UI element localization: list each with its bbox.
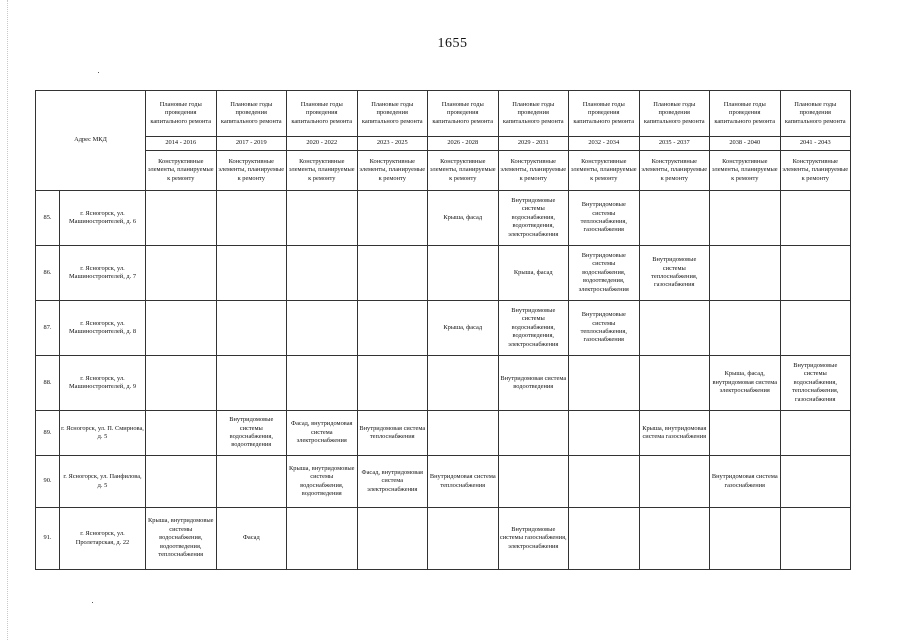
- repair-cell: [357, 246, 428, 301]
- repair-cell: [357, 508, 428, 570]
- repair-cell: [357, 301, 428, 356]
- repair-cell: Внутридомовые системы водоснабжения, водоотведения: [216, 411, 287, 456]
- period-elements-header: Конструктивные элементы, планируемые к ремонту: [146, 151, 217, 191]
- row-number: 91.: [36, 508, 60, 570]
- repair-cell: [780, 508, 851, 570]
- repair-cell: [428, 246, 499, 301]
- period-plan-header: Плановые годы проведения капитального ремонта: [216, 91, 287, 137]
- repair-cell: Фасад: [216, 508, 287, 570]
- row-number: 90.: [36, 456, 60, 508]
- period-elements-header: Конструктивные элементы, планируемые к ремонту: [216, 151, 287, 191]
- period-elements-header: Конструктивные элементы, планируемые к ремонту: [780, 151, 851, 191]
- table-row: [36, 246, 851, 301]
- period-plan-header: Плановые годы проведения капитального ремонта: [569, 91, 640, 137]
- table-row: [36, 301, 851, 356]
- period-plan-header: Плановые годы проведения капитального ремонта: [639, 91, 710, 137]
- repair-cell: [216, 456, 287, 508]
- repair-cell: Внутридомовые системы теплоснабжения, газоснабжения: [639, 246, 710, 301]
- repair-cell: Внутридомовая система теплоснабжения: [357, 411, 428, 456]
- repair-cell: [287, 508, 358, 570]
- repair-cell: Фасад, внутридомовая система электроснабжения: [287, 411, 358, 456]
- repair-cell: [287, 356, 358, 411]
- repair-cell: [780, 456, 851, 508]
- repair-cell: [569, 356, 640, 411]
- repair-cell: Фасад, внутридомовая система электроснабжения: [357, 456, 428, 508]
- repair-cell: Крыша, фасад: [498, 246, 569, 301]
- row-number: 86.: [36, 246, 60, 301]
- table-row: [36, 508, 851, 570]
- period-plan-header: Плановые годы проведения капитального ремонта: [357, 91, 428, 137]
- repair-cell: [216, 356, 287, 411]
- repair-cell: [146, 356, 217, 411]
- repair-cell: [216, 301, 287, 356]
- repair-cell: [710, 191, 781, 246]
- period-elements-header: Конструктивные элементы, планируемые к ремонту: [287, 151, 358, 191]
- period-elements-header: Конструктивные элементы, планируемые к ремонту: [498, 151, 569, 191]
- table-row: [36, 191, 851, 246]
- repair-cell: Внутридомовая система теплоснабжения: [428, 456, 499, 508]
- repair-cell: [287, 246, 358, 301]
- row-number: 89.: [36, 411, 60, 456]
- period-plan-header: Плановые годы проведения капитального ремонта: [287, 91, 358, 137]
- table-row: [36, 456, 851, 508]
- repair-cell: [357, 191, 428, 246]
- period-years: 2035 - 2037: [639, 137, 710, 151]
- repair-cell: [639, 356, 710, 411]
- repair-cell: [780, 411, 851, 456]
- row-address: г. Ясногорск, ул. Машиностроителей, д. 7: [60, 246, 146, 301]
- repair-cell: [710, 301, 781, 356]
- repair-cell: [498, 411, 569, 456]
- repair-cell: [146, 456, 217, 508]
- repair-cell: [146, 246, 217, 301]
- period-years: 2020 - 2022: [287, 137, 358, 151]
- repair-cell: Внутридомовые системы водоснабжения, водоотведения, электроснабжения: [498, 301, 569, 356]
- repair-cell: [780, 301, 851, 356]
- repair-cell: Внутридомовые системы водоснабжения, теплоснабжения, газоснабжения: [780, 356, 851, 411]
- repair-cell: [639, 191, 710, 246]
- row-number: 88.: [36, 356, 60, 411]
- period-elements-header: Конструктивные элементы, планируемые к ремонту: [569, 151, 640, 191]
- repair-cell: [146, 301, 217, 356]
- period-elements-header: Конструктивные элементы, планируемые к ремонту: [710, 151, 781, 191]
- period-years: 2014 - 2016: [146, 137, 217, 151]
- repair-cell: [216, 191, 287, 246]
- repair-cell: [569, 508, 640, 570]
- repair-cell: [780, 246, 851, 301]
- repair-cell: [780, 191, 851, 246]
- page-number: 1655: [437, 36, 468, 51]
- period-plan-header: Плановые годы проведения капитального ремонта: [428, 91, 499, 137]
- table-row: [36, 356, 851, 411]
- period-years: 2038 - 2040: [710, 137, 781, 151]
- repair-cell: Крыша, фасад: [428, 191, 499, 246]
- repair-cell: [428, 411, 499, 456]
- repair-cell: Внутридомовые системы теплоснабжения, газоснабжения: [569, 191, 640, 246]
- row-address: г. Ясногорск, ул. Машиностроителей, д. 9: [60, 356, 146, 411]
- row-number: 87.: [36, 301, 60, 356]
- period-elements-header: Конструктивные элементы, планируемые к ремонту: [357, 151, 428, 191]
- repair-cell: [710, 508, 781, 570]
- repair-cell: [569, 456, 640, 508]
- repair-cell: [639, 508, 710, 570]
- table-row: [36, 411, 851, 456]
- period-plan-header: Плановые годы проведения капитального ремонта: [146, 91, 217, 137]
- repair-cell: Внутридомовые системы водоснабжения, водоотведения, электроснабжения: [569, 246, 640, 301]
- left-margin-marks: [7, 0, 9, 640]
- repair-cell: Крыша, внутридомовые системы водоснабжения, водоотведения: [287, 456, 358, 508]
- period-years: 2017 - 2019: [216, 137, 287, 151]
- row-address: г. Ясногорск, ул. Панфилова, д. 5: [60, 456, 146, 508]
- period-years: 2023 - 2025: [357, 137, 428, 151]
- repair-cell: Внутридомовые системы теплоснабжения, газоснабжения: [569, 301, 640, 356]
- repair-cell: Внутридомовые системы газоснабжения, электроснабжения: [498, 508, 569, 570]
- repair-cell: [287, 191, 358, 246]
- period-years: 2026 - 2028: [428, 137, 499, 151]
- period-plan-header: Плановые годы проведения капитального ремонта: [780, 91, 851, 137]
- scan-speck: [98, 72, 99, 73]
- repair-cell: Внутридомовые системы водоснабжения, водоотведения, электроснабжения: [498, 191, 569, 246]
- row-address: г. Ясногорск, ул. П. Смирнова, д. 5: [60, 411, 146, 456]
- address-header: Адрес МКД: [36, 91, 146, 191]
- repair-cell: [357, 356, 428, 411]
- repair-cell: [428, 508, 499, 570]
- repair-cell: Внутридомовая система водоотведения: [498, 356, 569, 411]
- repair-cell: [428, 356, 499, 411]
- repair-cell: [569, 411, 640, 456]
- period-elements-header: Конструктивные элементы, планируемые к ремонту: [428, 151, 499, 191]
- period-elements-header: Конструктивные элементы, планируемые к ремонту: [639, 151, 710, 191]
- repair-cell: Крыша, внутридомовая система газоснабжения: [639, 411, 710, 456]
- period-plan-header: Плановые годы проведения капитального ремонта: [710, 91, 781, 137]
- repair-cell: [710, 246, 781, 301]
- repair-cell: [146, 411, 217, 456]
- capital-repair-table: [35, 90, 851, 570]
- row-address: г. Ясногорск, ул. Пролетарская, д. 22: [60, 508, 146, 570]
- repair-cell: [498, 456, 569, 508]
- scan-speck: [92, 602, 93, 603]
- repair-cell: [710, 411, 781, 456]
- repair-cell: [639, 301, 710, 356]
- period-plan-header: Плановые годы проведения капитального ремонта: [498, 91, 569, 137]
- repair-cell: Крыша, фасад: [428, 301, 499, 356]
- period-years: 2041 - 2043: [780, 137, 851, 151]
- repair-cell: Крыша, внутридомовые системы водоснабжения, водоотведения, теплоснабжения: [146, 508, 217, 570]
- repair-cell: [639, 456, 710, 508]
- repair-cell: [146, 191, 217, 246]
- repair-cell: [287, 301, 358, 356]
- period-years: 2032 - 2034: [569, 137, 640, 151]
- row-address: г. Ясногорск, ул. Машиностроителей, д. 6: [60, 191, 146, 246]
- row-number: 85.: [36, 191, 60, 246]
- row-address: г. Ясногорск, ул. Машиностроителей, д. 8: [60, 301, 146, 356]
- repair-cell: Внутридомовая система газоснабжения: [710, 456, 781, 508]
- repair-cell: Крыша, фасад, внутридомовая система электроснабжения: [710, 356, 781, 411]
- repair-cell: [216, 246, 287, 301]
- period-years: 2029 - 2031: [498, 137, 569, 151]
